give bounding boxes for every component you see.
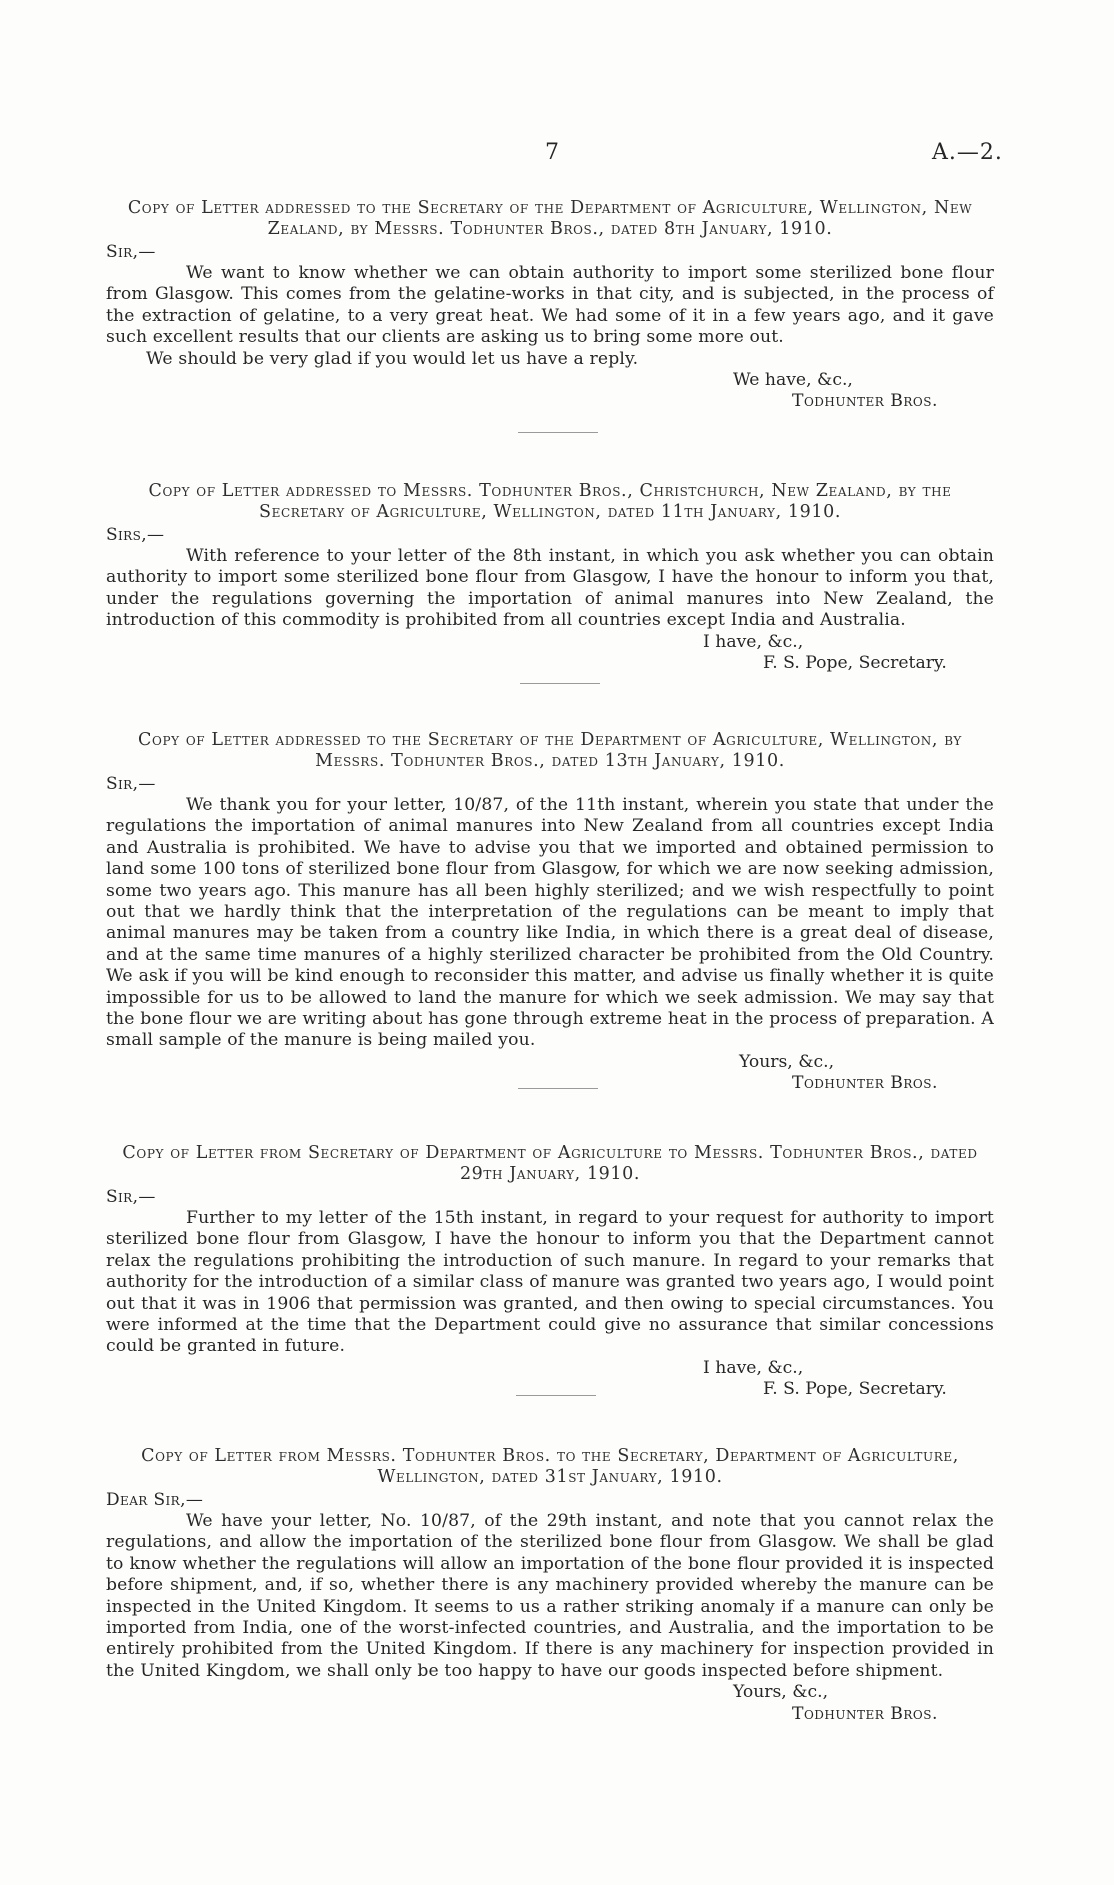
letter-3 (106, 730, 994, 1095)
letter-closing-block (106, 1682, 994, 1725)
document-reference: A.—2. (932, 140, 1003, 165)
letter-heading: Copy of Letter addressed to the Secretary of the Department of Agriculture, Wellington, by Messrs. Todhunter Bros., dated 13th January, 1910. (138, 730, 962, 771)
letter-closing-block (106, 632, 994, 675)
letter-heading: Copy of Letter addressed to Messrs. Todhunter Bros., Christchurch, New Zealand, by the Secretary of Agriculture, Wellington, dated 11th January, 1910. (148, 481, 952, 522)
letter-heading: Copy of Letter from Messrs. Todhunter Bros. to the Secretary, Department of Agriculture, Wellington, dated 31st January, 1910. (141, 1446, 959, 1487)
letter-closing: We have, &c., (733, 370, 853, 391)
letter-signature: Todhunter Bros. (792, 1073, 938, 1094)
letter-signature: F. S. Pope, Secretary. (763, 1379, 947, 1400)
letter-closing-block (106, 370, 994, 413)
letter-signature: F. S. Pope, Secretary. (763, 653, 947, 674)
letter-salutation: Sirs,— (106, 525, 165, 545)
letter-salutation: Dear Sir,— (106, 1490, 204, 1510)
letter-closing: I have, &c., (703, 1357, 804, 1378)
letter-2 (106, 481, 994, 674)
letter-salutation: Sir,— (106, 242, 156, 262)
letter-paragraph: Further to my letter of the 15th instant, in regard to your request for authority to import sterilized bone flour from Glasgow, I have the honour to inform you that the Department cannot relax the regulations prohibiting the introduction of such manure. In regard to your remarks that authority for the introduction of a similar class of manure was granted two years ago, I would point out that it was in 1906 that permission was granted, and then owing to special circumstances. You were informed at the time that the Department could give no assurance that similar concessions could be granted in future. (106, 1208, 994, 1357)
section-divider (518, 432, 598, 433)
section-divider (516, 1395, 596, 1396)
letter-signature: Todhunter Bros. (792, 1703, 938, 1724)
letter-closing: Yours, &c., (739, 1051, 835, 1072)
letter-1 (106, 198, 994, 413)
section-divider (520, 683, 600, 684)
letter-heading: Copy of Letter from Secretary of Department of Agriculture to Messrs. Todhunter Bros., dated 29th January, 1910. (122, 1143, 978, 1184)
letter-paragraph: We thank you for your letter, 10/87, of the 11th instant, wherein you state that under the regulations the importation of animal manures into New Zealand from all countries except India and Australia is prohibited. We have to advise you that we imported and obtained permission to land some 100 tons of sterilized bone flour from Glasgow, for which we are now seeking admission, some two years ago. This manure has all been highly sterilized; and we wish respectfully to point out that we hardly think that the interpretation of the regulations can be meant to imply that animal manures may be taken from a country like India, in which there is a great deal of disease, and at the same time manures of a highly sterilized character be prohibited from the Old Country. We ask if you will be kind enough to reconsider this matter, and advise us finally whether it is quite impossible for us to be allowed to land the manure for which we seek admission. We may say that the bone flour we are writing about has gone through extreme heat in the process of preparation. A small sample of the manure is being mailed you. (106, 795, 994, 1051)
letter-paragraph: With reference to your letter of the 8th instant, in which you ask whether you can obtain authority to import some sterilized bone flour from Glasgow, I have the honour to inform you that, under the regulations governing the importation of animal manures into New Zealand, the introduction of this commodity is prohibited from all countries except India and Australia. (106, 546, 994, 631)
letter-paragraph: We have your letter, No. 10/87, of the 29th instant, and note that you cannot relax the regulations, and allow the importation of the sterilized bone flour from Glasgow. We shall be glad to know whether the regulations will allow an importation of the bone flour provided it is inspected before shipment, and, if so, whether there is any machinery provided whereby the manure can be inspected in the United Kingdom. It seems to us a rather striking anomaly if a manure can only be imported from India, one of the worst-infected countries, and Australia, and the importation to be entirely prohibited from the United Kingdom. If there is any machinery for inspection provided in the United Kingdom, we shall only be too happy to have our goods inspected before shipment. (106, 1511, 994, 1681)
section-divider (518, 1088, 598, 1089)
letter-heading: Copy of Letter addressed to the Secretary of the Department of Agriculture, Wellington, New Zealand, by Messrs. Todhunter Bros., dated 8th January, 1910. (127, 198, 973, 239)
letter-signature: Todhunter Bros. (792, 391, 938, 412)
letter-paragraph: We want to know whether we can obtain authority to import some sterilized bone flour from Glasgow. This comes from the gelatine-works in that city, and is subjected, in the process of the extraction of gelatine, to a very great heat. We had some of it in a few years ago, and it gave such excellent results that our clients are asking us to bring some more out. (106, 263, 994, 348)
letter-4 (106, 1143, 994, 1401)
page-number: 7 (545, 140, 560, 165)
letter-closing: I have, &c., (703, 631, 804, 652)
letter-closing: Yours, &c., (733, 1682, 829, 1703)
letter-5 (106, 1446, 994, 1725)
letter-salutation: Sir,— (106, 1187, 156, 1207)
letter-salutation: Sir,— (106, 774, 156, 794)
letter-paragraph: We should be very glad if you would let us have a reply. (146, 348, 639, 369)
